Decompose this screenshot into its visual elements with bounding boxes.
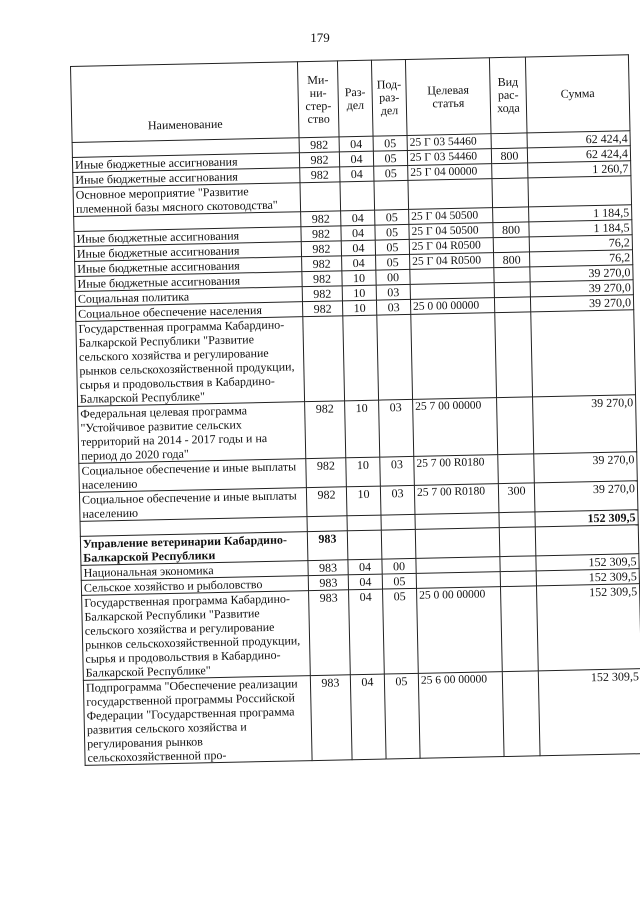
cell-subsection: 05 [373,150,407,166]
cell-expense-type [491,133,527,149]
cell-ministry: 982 [299,137,339,153]
cell-target [410,268,494,285]
cell-name: Основное мероприятие "Развитие племенной базы мясного скотоводства" [73,183,301,217]
cell-sum: 1 184,5 [529,205,632,222]
cell-sum [531,310,636,397]
header-expense-type: Вид рас- хода [489,57,527,134]
cell-name: Сельское хозяйство и рыболовство [81,576,308,596]
cell-name: Иные бюджетные ассигнования [75,272,302,292]
cell-expense-type [499,512,535,528]
cell-sum: 39 270,0 [530,265,633,282]
cell-expense-type [493,207,529,223]
cell-target: 25 7 00 00000 [413,398,498,457]
cell-name: Иные бюджетные ассигнования [72,153,299,173]
cell-ministry: 982 [302,301,342,317]
cell-section [343,315,379,401]
table-body [72,131,640,766]
cell-ministry: 982 [306,458,347,488]
cell-ministry: 983 [308,575,348,591]
cell-target: 25 Г 04 R0500 [409,238,493,255]
cell-section: 04 [342,255,376,271]
cell-sum: 39 270,0 [533,395,637,454]
cell-sum: 152 309,5 [535,510,638,527]
cell-expense-type [492,163,528,179]
cell-name: Социальная политика [75,287,302,307]
cell-subsection: 00 [376,269,410,285]
cell-sum: 76,2 [529,235,632,252]
cell-ministry: 983 [308,560,348,576]
cell-ministry [300,182,341,212]
cell-expense-type: 800 [491,148,527,164]
cell-section: 10 [342,300,376,316]
cell-expense-type [497,397,534,455]
cell-subsection: 03 [376,299,410,315]
cell-section: 04 [348,574,382,590]
cell-name: Национальная экономика [81,561,308,581]
cell-expense-type [493,237,529,253]
cell-name: Иные бюджетные ассигнования [75,257,302,277]
cell-subsection: 03 [380,485,415,515]
cell-expense-type [494,267,530,283]
cell-sum: 62 424,4 [527,146,630,163]
budget-table-wrapper [70,54,640,766]
cell-name: Иные бюджетные ассигнования [74,242,301,262]
header-target: Целевая статья [405,58,491,136]
cell-expense-type [498,454,535,484]
cell-sum: 1 260,7 [528,161,631,178]
cell-section: 10 [345,400,380,458]
table-row [82,584,640,681]
cell-sum [528,176,632,207]
budget-table [70,54,640,766]
cell-target: 25 0 00 00000 [417,587,503,674]
cell-target: 25 7 00 R0180 [414,455,499,486]
cell-sum: 62 424,4 [527,131,630,148]
table-header-row [71,55,630,143]
cell-name: Социальное обеспечение и иные выплаты населению [79,459,307,493]
cell-section: 04 [348,559,382,575]
cell-target: 25 Г 04 R0500 [410,253,494,270]
cell-section: 04 [349,589,385,675]
header-name: Наименование [71,62,300,143]
cell-section: 04 [341,210,375,226]
cell-ministry: 982 [302,286,342,302]
cell-target [411,313,497,400]
cell-name: Государственная программа Кабардино-Балкарской Республики "Развитие сельского хозяйства и регулирование рынков сельскохозяйственной продукции, сырья и продовольствия в Кабардино-Балкарской Республике" [76,317,305,407]
cell-ministry: 983 [310,675,352,761]
cell-subsection [381,514,415,530]
cell-section: 10 [346,486,381,516]
cell-section: 10 [346,457,381,487]
cell-target: 25 Г 03 54460 [407,134,491,151]
cell-ministry: 983 [309,590,351,676]
cell-subsection: 05 [373,135,407,151]
cell-target [415,513,499,530]
cell-sum: 152 309,5 [538,669,640,756]
cell-section: 04 [339,151,373,167]
cell-subsection: 05 [384,673,420,759]
cell-target: 25 Г 04 00000 [408,164,492,181]
cell-expense-type [502,671,540,757]
cell-ministry: 982 [301,226,341,242]
cell-expense-type: 300 [498,483,535,513]
cell-target [415,528,500,559]
table-row [76,310,636,407]
cell-sum: 39 270,0 [534,481,638,512]
cell-name: Социальное обеспечение и иные выплаты населению [79,488,307,522]
cell-sum: 152 309,5 [536,554,639,571]
cell-sum: 39 270,0 [530,295,633,312]
cell-sum: 152 309,5 [536,584,640,671]
header-sum: Сумма [525,55,630,133]
cell-sum: 39 270,0 [534,452,638,483]
cell-target: 25 Г 04 50500 [409,223,493,240]
cell-subsection [377,314,413,400]
cell-subsection: 05 [374,165,408,181]
page-number: 179 [310,30,330,45]
cell-subsection: 05 [375,239,409,255]
cell-name: Управление ветеринарии Кабардино-Балкарской Республики [80,532,308,566]
cell-name: Федеральная целевая программа "Устойчивое развитие сельских территорий на 2014 - 2017 годы и на период до 2020 года" [78,402,306,464]
header-ministry: Ми- ни- стер- ство [297,61,339,138]
cell-target [408,179,493,210]
cell-subsection: 03 [380,456,415,486]
cell-ministry [303,316,345,402]
cell-subsection [374,180,409,210]
cell-sum: 1 184,5 [529,220,632,237]
cell-expense-type [492,178,529,208]
cell-ministry: 982 [306,487,347,517]
cell-section: 04 [350,674,386,760]
cell-expense-type [494,282,530,298]
cell-ministry: 982 [301,211,341,227]
cell-ministry [307,516,347,532]
cell-ministry: 982 [301,241,341,257]
cell-subsection: 03 [379,399,414,457]
table-row [83,669,640,766]
cell-expense-type [494,297,530,313]
cell-target: 25 6 00 00000 [418,672,504,759]
cell-ministry: 983 [307,531,348,561]
cell-subsection: 05 [376,254,410,270]
cell-section: 04 [340,166,374,182]
cell-name: Социальное обеспечение населения [76,302,303,322]
cell-sum [535,525,639,556]
cell-expense-type [500,571,536,587]
cell-section [347,515,381,531]
cell-expense-type: 800 [494,252,530,268]
cell-subsection: 05 [375,209,409,225]
cell-sum: 152 309,5 [536,569,639,586]
cell-section: 04 [341,225,375,241]
cell-section: 04 [339,136,373,152]
cell-section: 04 [341,240,375,256]
cell-ministry: 982 [302,271,342,287]
cell-subsection: 03 [376,284,410,300]
cell-target [416,557,500,574]
cell-section: 10 [342,270,376,286]
cell-name: Иные бюджетные ассигнования [73,168,300,188]
cell-section: 10 [342,285,376,301]
cell-target: 25 Г 03 54460 [407,149,491,166]
cell-name: Подпрограмма "Обеспечение реализации государственной программы Российской Федерации "Государственная программа развития сельского хозяйства и регулирования рынков сельскохозяйственной про- [83,676,312,766]
cell-name: Иные бюджетные ассигнования [74,227,301,247]
cell-expense-type: 800 [493,222,529,238]
cell-ministry: 982 [302,256,342,272]
cell-ministry: 982 [299,152,339,168]
header-section: Раз- дел [337,60,373,137]
cell-target: 25 0 00 00000 [410,298,494,315]
cell-target: 25 7 00 R0180 [414,484,499,515]
cell-subsection: 05 [382,573,416,589]
cell-ministry: 982 [300,167,340,183]
cell-name: Государственная программа Кабардино-Балкарской Республики "Развитие сельского хозяйства и регулирование рынков сельскохозяйственной продукции, сырья и продовольствия в Кабардино-Балкарской Республике" [82,591,311,681]
cell-expense-type [500,586,538,672]
cell-section [340,181,375,211]
cell-expense-type [499,527,536,557]
cell-sum: 76,2 [529,250,632,267]
cell-expense-type [500,556,536,572]
cell-section [347,530,382,560]
cell-subsection [381,529,416,559]
cell-subsection: 00 [382,558,416,574]
cell-ministry: 982 [305,401,346,459]
cell-subsection: 05 [375,224,409,240]
cell-subsection: 05 [383,588,419,674]
cell-target: 25 Г 04 50500 [409,208,493,225]
header-subsection: Под- раз- дел [371,59,407,136]
cell-sum: 39 270,0 [530,280,633,297]
cell-expense-type [495,312,533,398]
